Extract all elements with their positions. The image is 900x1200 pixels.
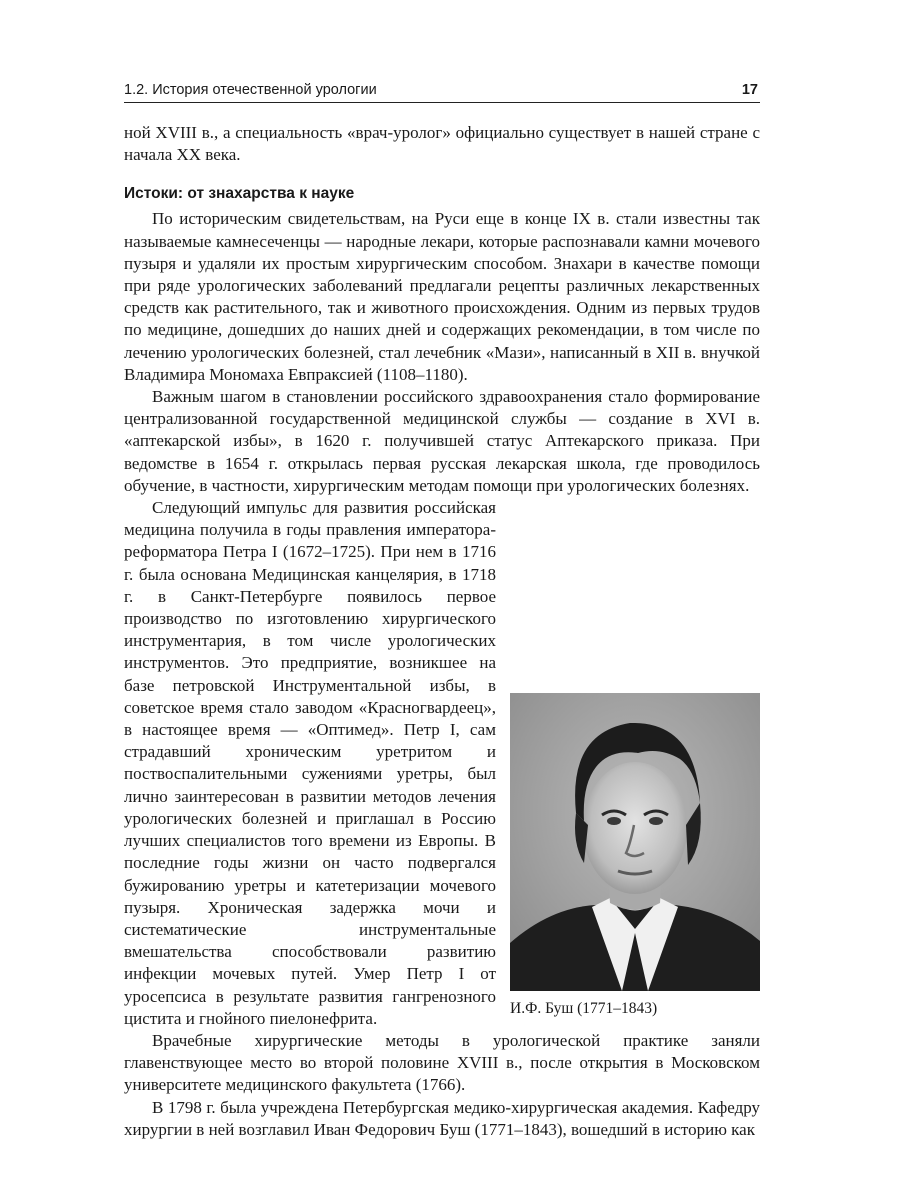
paragraph-aptekarskaya-izba: Важным шагом в становлении российского здравоохранения стало формирование централизованной государственной медицинской службы — создание в XVI в. «аптекарской избы», в 1620 г. получившей статус Аптекарского приказа. При ведомстве в 1654 г. открылась первая русская лекарская школа, где проводилось обучение, в частности, хирургическим методам помощи при урологических болезнях.	[124, 387, 760, 495]
paragraph-kamnesechentsy: По историческим свидетельствам, на Руси еще в конце IX в. стали известны так называемые камнесеченцы — народные лекари, которые распознавали камни мочевого пузыря и удаляли их простым хирургическим способом. Знахари в качестве помощи при ряде урологических заболеваний предлагали рецепты различных лекарственных средств как растительного, так и животного происхождения. Одним из первых трудов по медицине, дошедших до наших дней и содержащих рекомендации, в том числе по лечению урологических болезней, стал лечебник «Мази», написанный в XII в. внучкой Владимира Мономаха Евпраксией (1108–1180).	[124, 209, 760, 384]
running-head	[124, 80, 760, 103]
figure-bush-portrait	[510, 693, 760, 1019]
portrait-image	[510, 693, 760, 991]
section-heading: Истоки: от знахарства к науке	[124, 185, 355, 203]
paragraph-medico-surgical-academy: В 1798 г. была учреждена Петербургская медико-хирургическая академия. Кафедру хирургии в ней возглавил Иван Федорович Буш (1771–1843), вошедший в историю как	[124, 1097, 760, 1139]
page-body	[124, 122, 760, 1141]
figure-caption: И.Ф. Буш (1771–1843)	[510, 1000, 658, 1018]
page-number: 17	[741, 82, 758, 98]
running-head-section-title: 1.2. История отечественной урологии	[124, 82, 377, 98]
paragraph-petr-i: Следующий импульс для развития российская медицина получила в годы правления императора-реформатора Петра I (1672–1725). При нем в 1716 г. была основана Медицинская канцелярия, в 1718 г. в Санкт-Петербурге появилось первое производство по изготовлению хирургического инструментария, в том числе урологических инструментов. Это предприятие, возникшее на базе петровской Инструментальной избы, в советское время стало заводом «Красногвардеец», в настоящее время — «Оптимед». Петр I, сам страдавший хроническим уретритом и поствоспалительными сужениями уретры, был лично заинтересован в развитии методов лечения урологических болезней и приглашал в Россию лучших специалистов того времени из Европы. В последние годы жизни он часто подвергался бужированию уретры и катетеризации мочевого пузыря. Хроническая задержка мочи и систематические инструментальные вмешательства способствовали развитию инфекции мочевых путей. Умер Петр I от уросепсиса в результате развития гангренозного цистита и гнойного пиелонефрита.	[124, 498, 496, 1028]
paragraph-medical-faculty: Врачебные хирургические методы в урологической практике заняли главенствующее место во второй половине XVIII в., после открытия в Московском университете медицинского факультета (1766).	[124, 1030, 760, 1095]
intro-paragraph: ной XVIII в., а специальность «врач-уролог» официально существует в нашей стране с начала XX века.	[124, 123, 760, 165]
